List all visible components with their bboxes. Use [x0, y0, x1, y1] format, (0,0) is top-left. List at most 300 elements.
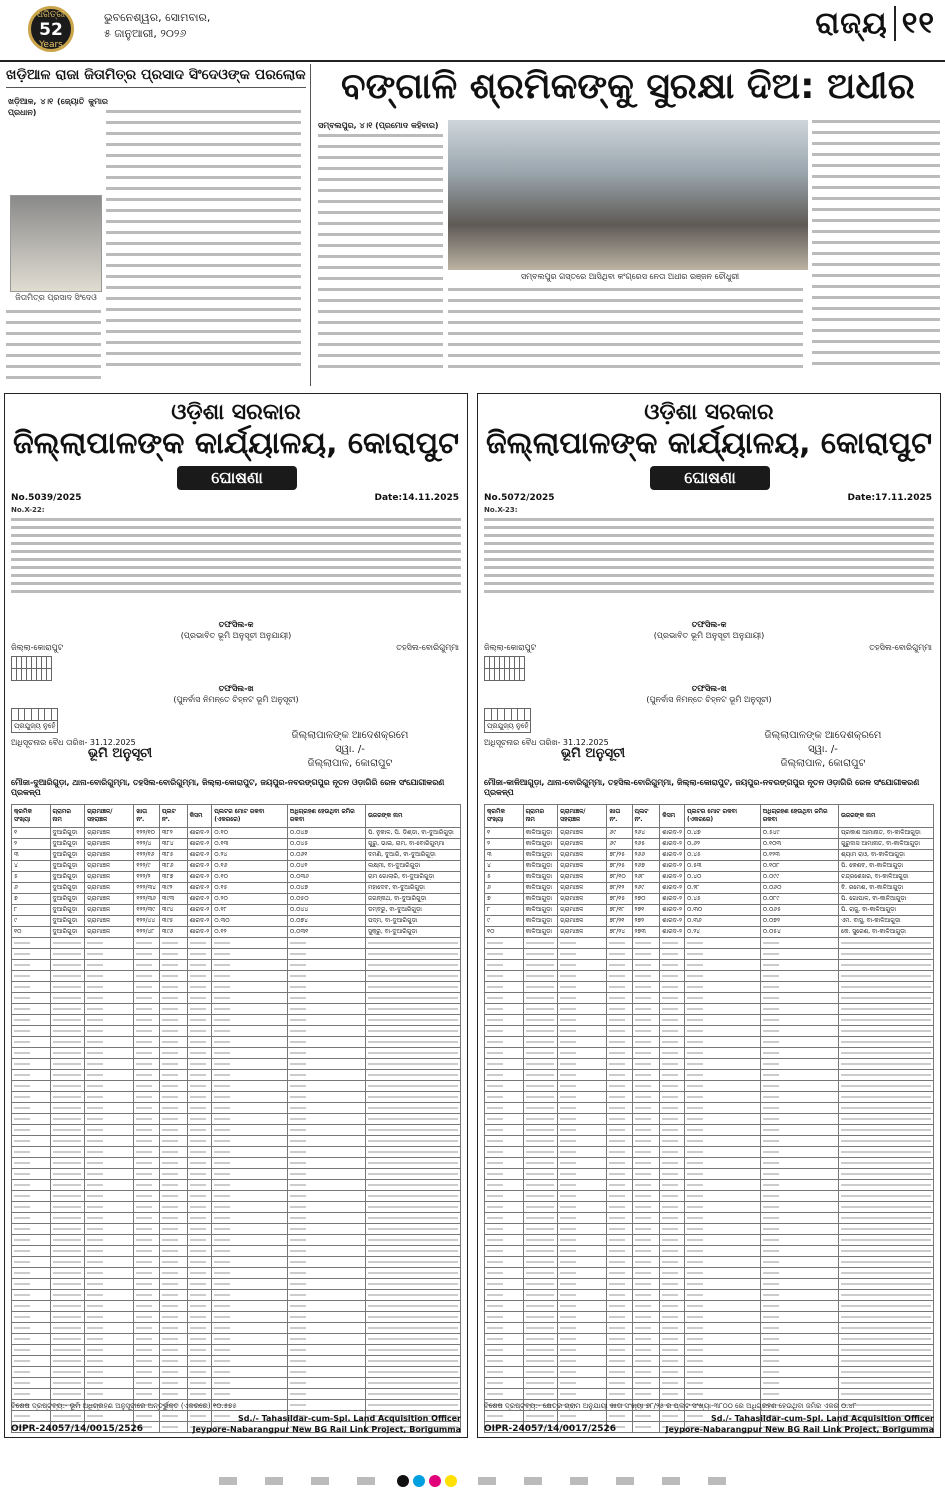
- table-row: [485, 1158, 934, 1169]
- table-cell: ୦.୪୫: [684, 850, 760, 861]
- table-cell: କେ. ସୁରେଶ, ବା-କାଳିଆଗୁଡ଼ା: [838, 927, 933, 938]
- table-cell: ୩: [485, 850, 524, 861]
- land-table-header-cell: ଅଧିଗ୍ରହଣ ହେଉଥିବା ଜମିର ରକବା: [760, 805, 838, 828]
- table-cell: ଶାରଦ-୨: [187, 916, 212, 927]
- table-row: [12, 1213, 461, 1224]
- table-cell: ୨୬୯: [632, 883, 660, 894]
- table-cell: ୧୨୨/୯: [134, 861, 160, 872]
- table-cell: ୧୨୨/୪: [134, 839, 160, 850]
- table-cell: ୨୬୭: [632, 861, 660, 872]
- table-cell: ୫: [12, 872, 51, 883]
- table-cell: ୨୬୪: [632, 828, 660, 839]
- table-cell: ଗ୍ରାମାଞ୍ଚଳ: [558, 883, 607, 894]
- table-cell: ଶାରଦ-୨: [187, 883, 212, 894]
- table-row: [12, 1015, 461, 1026]
- table-row: [12, 916, 461, 927]
- table-cell: ୩୯୪: [159, 905, 187, 916]
- table-row: [485, 1334, 934, 1345]
- table-row: [12, 1191, 461, 1202]
- table-row: [12, 1279, 461, 1290]
- table-cell: ଗ୍ରାମାଞ୍ଚଳ: [558, 828, 607, 839]
- table-row: [12, 861, 461, 872]
- table-cell: ସୁକ୍ରୁ, ବା-ଦୁଆରିଗୁଡ଼ା: [365, 927, 460, 938]
- mouza-line: ମୌଜା-କାଳିଆଗୁଡ଼ା, ଥାନା-ବୋରିଗୁମ୍ମା, ତହସିଲ-ବୋରିଗୁମ୍ମା, ଜିଲ୍ଲା-କୋରାପୁଟ, ଜୟପୁର-ନବରଙ୍ଗପୁର ନୂତନ ଓଡ଼ାଗିରି ରେଳ ସଂଯୋଗୀକରଣ ପ୍ରକଳ୍ପ: [484, 778, 920, 797]
- table-kha-title: ତଫସିଲ-ଖ: [691, 684, 727, 693]
- signature: ସ୍ୱା. /-: [808, 744, 838, 755]
- table-cell: ୪: [12, 861, 51, 872]
- table-cell: ଚନ୍ଦ୍ରଶେଖର, ବା-କାଳିଆଗୁଡ଼ା: [838, 872, 933, 883]
- table-cell: ୦.୫୩: [684, 861, 760, 872]
- table-row: [485, 916, 934, 927]
- table-cell: ୨୬୮: [632, 872, 660, 883]
- table-cell: ଗ୍ରାମାଞ୍ଚଳ: [558, 905, 607, 916]
- table-row: [485, 1015, 934, 1026]
- table-cell: ୦.୪୫: [684, 894, 760, 905]
- land-table-header: [12, 805, 461, 828]
- table-row: [12, 1257, 461, 1268]
- table-cell: ଶାରଦ-୨: [187, 872, 212, 883]
- table-kha-title: ତଫସିଲ-ଖ: [218, 684, 254, 693]
- table-cell: ପ୍ରକାଶ ଆମାନାତ, ବା-କାଳିଆଗୁଡ଼ା: [838, 828, 933, 839]
- table-cell: ଶାରଦ-୨: [187, 850, 212, 861]
- land-table-header-cell: ପ୍ଲଟ ନଂ.: [632, 805, 660, 828]
- table-row: [12, 1180, 461, 1191]
- tahasil-label: ତହସିଲ-ବୋରିଗୁମ୍ମା: [396, 643, 459, 652]
- table-cell: ୩୯୨: [159, 883, 187, 894]
- table-cell: ଦୁଆରିଗୁଡ଼ା: [50, 927, 85, 938]
- table-cell: ଗ୍ରାମାଞ୍ଚଳ: [85, 872, 134, 883]
- table-cell: ୦.୦୩୬: [287, 872, 365, 883]
- table-kha-value: ପ୍ରଯୁଜ୍ୟ ନୁହେଁ: [12, 721, 58, 733]
- table-cell: ଶାରଦ-୨: [660, 894, 685, 905]
- table-row: [12, 938, 461, 949]
- table-cell: ୦.୧୨: [212, 927, 288, 938]
- notice-badge: ଘୋଷଣା: [650, 466, 770, 490]
- table-cell: ଦୁଆରିଗୁଡ଼ା: [50, 872, 85, 883]
- table-row: [485, 1345, 934, 1356]
- table-cell: ଶାରଦ-୨: [187, 905, 212, 916]
- section-title: [815, 6, 935, 41]
- story1-text-lines: [106, 110, 301, 374]
- table-kha: [484, 708, 531, 733]
- bhumi-title: ଭୂମି ଅନୁସୂଚୀ: [560, 746, 626, 761]
- table-cell: ୧୨୨/୩୪: [134, 883, 160, 894]
- table-cell: ୦.୨୦: [212, 894, 288, 905]
- footer-sd: Sd./- Tahasildar-cum-Spl. Land Acquisition Officer: [711, 1414, 934, 1423]
- district-label: ଜିଲ୍ଲା-କୋରାପୁଟ: [11, 643, 64, 652]
- notice-right: [477, 393, 941, 1438]
- table-cell: ୮: [12, 905, 51, 916]
- table-row: [12, 828, 461, 839]
- footer-project: Jeypore-Nabarangpur New BG Rail Link Project, Borigumma: [192, 1425, 461, 1434]
- dateline-city: ଭୁବନେଶ୍ୱର, ସୋମବାର,: [104, 11, 211, 24]
- table-row: [12, 971, 461, 982]
- table-cell: ୧୨୨/୪୮: [134, 927, 160, 938]
- table-row: [485, 1037, 934, 1048]
- table-row: [12, 1125, 461, 1136]
- logo-text: ଧରିତ୍ରୀ: [36, 10, 66, 20]
- table-cell: ଶାରଦ-୨: [660, 861, 685, 872]
- table-cell: ୭୮/୧୫: [607, 894, 632, 905]
- table-cell: ୩୯୫: [159, 916, 187, 927]
- table-cell: ୭୮/୧୨: [607, 883, 632, 894]
- table-cell: ୦.୦୪୪: [287, 905, 365, 916]
- table-cell: ପି. ନୁକାଳ, ପି. ଡିଣ୍ଡା, ବା-ଦୁଆରିଗୁଡ଼ା: [365, 828, 460, 839]
- table-cell: ୦.୩୦: [212, 916, 288, 927]
- table-cell: ଗ୍ରାମାଞ୍ଚଳ: [85, 850, 134, 861]
- table-cell: ୦.୦୫୪: [760, 927, 838, 938]
- table-cell: ୯: [485, 916, 524, 927]
- notice-govt: ଓଡ଼ିଶା ସରକାର: [171, 400, 301, 425]
- notice-badge: ଘୋଷଣା: [177, 466, 297, 490]
- table-cell: ୭୮/୨୫: [607, 850, 632, 861]
- table-cell: ୦.୨୪: [684, 927, 760, 938]
- notice-govt: ଓଡ଼ିଶା ସରକାର: [644, 400, 774, 425]
- table-cell: କାଳିଆଗୁଡ଼ା: [523, 861, 558, 872]
- table-cell: ଦୁଆରିଗୁଡ଼ା: [50, 905, 85, 916]
- table-cell: ପଦ୍ମ, ବା-ଦୁଆରିଗୁଡ଼ା: [365, 916, 460, 927]
- table-cell: ୦.୦୩୧: [287, 927, 365, 938]
- table-cell: ୦.୦୬୫: [760, 905, 838, 916]
- table-kha-subtitle: (ପୁନର୍ବାସ ନିମନ୍ତେ ଚିହ୍ନଟ ଭୂମି ଅନୁସୂଚୀ): [173, 695, 299, 704]
- special-note: ବିଶେଷ ଦ୍ରଷ୍ଟବ୍ୟ:- ଭୂମି ଅଧିଗ୍ରହଣ ଅନୁସୂଚୀରେ ଅନ୍ତର୍ଭୁକ୍ତ (ଏକରରେ) ୧୦.୫୭୫: [11, 1402, 237, 1410]
- table-cell: ୬: [12, 883, 51, 894]
- table-cell: ୦.୧୩: [212, 839, 288, 850]
- table-ka-title: ତଫସିଲ-କ: [218, 620, 254, 629]
- table-row: [12, 1224, 461, 1235]
- table-cell: ୩୮୨: [159, 828, 187, 839]
- story2-dateline: ସମ୍ବଲପୁର, ୪।୧ (ପ୍ରମୋଦ କହିବାର): [318, 121, 439, 130]
- table-row: [12, 1268, 461, 1279]
- bhumi-title: ଭୂମି ଅନୁସୂଚୀ: [87, 746, 153, 761]
- table-row: [12, 1158, 461, 1169]
- section-name: ରାଜ୍ୟ: [815, 6, 888, 41]
- signatory: ଜିଲ୍ଲାପାଳ, କୋରାପୁଟ: [307, 758, 393, 769]
- table-row: [485, 1279, 934, 1290]
- table-cell: ପି. ରାଜୁ, ବା-କାଳିଆଗୁଡ଼ା: [838, 905, 933, 916]
- table-cell: ୦.୦୬୧: [287, 850, 365, 861]
- table-cell: ୧: [485, 828, 524, 839]
- masthead: [0, 0, 945, 62]
- table-row: [485, 1191, 934, 1202]
- land-table-header-cell: ଖାତା ନଂ.: [134, 805, 160, 828]
- table-cell: ପି. ଗୋପାଳ, ବା-କାଳିଆଗୁଡ଼ା: [838, 894, 933, 905]
- footer-sd: Sd./- Tahasildar-cum-Spl. Land Acquisition Officer: [238, 1414, 461, 1423]
- deadline: ଅଧିସୂଚନାର ବୈଧ ତାରିଖ- 31.12.2025: [11, 738, 136, 747]
- table-cell: ୧: [12, 828, 51, 839]
- table-row: [12, 993, 461, 1004]
- oipr-code: OIPR-24057/14/0017/2526: [484, 1424, 617, 1434]
- table-cell: ୦.୧୨୩: [760, 850, 838, 861]
- table-row: [12, 1048, 461, 1059]
- table-row: [485, 1257, 934, 1268]
- logo-sub: Years: [39, 40, 63, 50]
- table-cell: ଗୁରୁ, ଭାଇ, ରାମ, ବା-ବୋରିଗୁମ୍ମା: [365, 839, 460, 850]
- land-table-header-cell: ପ୍ଲଟ ନଂ.: [159, 805, 187, 828]
- story1-body: [6, 110, 306, 385]
- table-row: [485, 1246, 934, 1257]
- story2-text-col3: [812, 120, 940, 373]
- table-kha-value: ପ୍ରଯୁଜ୍ୟ ନୁହେଁ: [485, 721, 531, 733]
- table-cell: ୧୨୨/୧୦: [134, 828, 160, 839]
- deadline: ଅଧିସୂଚନାର ବୈଧ ତାରିଖ- 31.12.2025: [484, 738, 609, 747]
- table-row: [485, 1147, 934, 1158]
- order-line: ଜିଲ୍ଲାପାଳଙ୍କ ଆଦେଶକ୍ରମେ: [764, 730, 882, 741]
- table-cell: ୦.୨୮: [684, 883, 760, 894]
- table-row: [12, 850, 461, 861]
- signatory: ଜିଲ୍ଲାପାଳ, କୋରାପୁଟ: [780, 758, 866, 769]
- table-cell: କାଳିଆଗୁଡ଼ା: [523, 850, 558, 861]
- notice-date: Date:14.11.2025: [374, 493, 459, 503]
- table-row: [485, 1312, 934, 1323]
- mouza-line: ମୌଜା-ଦୁଆରିଗୁଡ଼ା, ଥାନା-ବୋରିଗୁମ୍ମା, ତହସିଲ-ବୋରିଗୁମ୍ମା, ଜିଲ୍ଲା-କୋରାପୁଟ, ଜୟପୁର-ନବରଙ୍ଗପୁର ନୂତନ ଓଡ଼ାଗିରି ରେଳ ସଂଯୋଗୀକରଣ ପ୍ରକଳ୍ପ: [11, 778, 445, 797]
- table-row: [485, 872, 934, 883]
- table-cell: ୨୭୧: [632, 905, 660, 916]
- table-cell: ପି. କେଶବ, ବା-କାଳିଆଗୁଡ଼ା: [838, 861, 933, 872]
- notice-number: No.5039/2025: [11, 493, 82, 503]
- story1-headline: ଖଡ଼ିଆଳ ରାଜା ଜିତାମିତ୍ର ପ୍ରସାଦ ସିଂଦେଓଙ୍କ ପରଲୋକ: [6, 66, 306, 88]
- land-table-header-cell: କିସମ: [187, 805, 212, 828]
- table-cell: ୨୭୨: [632, 916, 660, 927]
- table-cell: ଶାରଦ-୨: [187, 861, 212, 872]
- table-cell: ୦.୦୪୧: [287, 861, 365, 872]
- table-row: [485, 839, 934, 850]
- table-row: [485, 1323, 934, 1334]
- table-cell: ୭୮/୧୮: [607, 905, 632, 916]
- table-row: [485, 850, 934, 861]
- table-cell: ଜଗନ୍ନାଥ, ବା-ଦୁଆରିଗୁଡ଼ା: [365, 894, 460, 905]
- table-cell: ୦.୧୦: [212, 828, 288, 839]
- notice-ref: No.X-23:: [484, 506, 518, 514]
- table-cell: ଶାରଦ-୨: [187, 828, 212, 839]
- table-row: [12, 982, 461, 993]
- table-row: [485, 1169, 934, 1180]
- table-cell: ଦୁଆରିଗୁଡ଼ା: [50, 894, 85, 905]
- newspaper-logo: [28, 6, 74, 52]
- table-cell: ୭୮/୧୦: [607, 872, 632, 883]
- story2-photo: [448, 120, 808, 270]
- table-row: [485, 1268, 934, 1279]
- table-row: [12, 1026, 461, 1037]
- table-row: [485, 828, 934, 839]
- notice-left: [4, 393, 468, 1438]
- table-cell: ଶାରଦ-୨: [660, 839, 685, 850]
- table-row: [12, 1136, 461, 1147]
- table-cell: ୦.୫୪୯: [760, 828, 838, 839]
- table-row: [485, 1092, 934, 1103]
- table-cell: ୩: [12, 850, 51, 861]
- table-cell: ୬୯: [607, 839, 632, 850]
- table-row: [485, 894, 934, 905]
- table-ka-title: ତଫସିଲ-କ: [691, 620, 727, 629]
- table-row: [485, 1367, 934, 1378]
- land-table-header: [485, 805, 934, 828]
- table-row: [12, 949, 461, 960]
- table-cell: ୦.୦୭୨: [760, 916, 838, 927]
- table-cell: ଗ୍ରାମାଞ୍ଚଳ: [85, 927, 134, 938]
- table-cell: ଶ୍ୟାମ ରାଓ, ବା-କାଳିଆଗୁଡ଼ା: [838, 850, 933, 861]
- table-row: [485, 1224, 934, 1235]
- table-cell: ଶାରଦ-୨: [187, 927, 212, 938]
- table-row: [12, 1092, 461, 1103]
- table-cell: କାଳିଆଗୁଡ଼ା: [523, 839, 558, 850]
- table-cell: ଦୁଆରିଗୁଡ଼ା: [50, 828, 85, 839]
- color-registration-bar: [60, 1470, 885, 1492]
- table-row: [12, 1037, 461, 1048]
- table-row: [485, 1048, 934, 1059]
- table-row: [485, 949, 934, 960]
- table-cell: ୦.୪୦: [684, 872, 760, 883]
- table-row: [485, 1026, 934, 1037]
- table-row: [12, 1147, 461, 1158]
- table-cell: ୧୨୨/୩୬: [134, 894, 160, 905]
- table-cell: ୦.୦୯୯: [760, 872, 838, 883]
- table-cell: ଶାରଦ-୨: [660, 872, 685, 883]
- table-cell: ଦୁଆରିଗୁଡ଼ା: [50, 861, 85, 872]
- table-cell: ୭: [485, 894, 524, 905]
- table-row: [12, 1070, 461, 1081]
- table-cell: ଗ୍ରାମାଞ୍ଚଳ: [85, 839, 134, 850]
- table-row: [485, 1378, 934, 1389]
- land-table-header-cell: ପ୍ଲଟର ମୋଟ ରକବା (ଏକରରେ): [212, 805, 288, 828]
- table-cell: ୪: [485, 861, 524, 872]
- table-row: [485, 993, 934, 1004]
- table-row: [12, 1059, 461, 1070]
- land-table-header-cell: ଅଧିଗ୍ରହଣ ହେଉଥିବା ଜମିର ରକବା: [287, 805, 365, 828]
- land-table-header-cell: ପ୍ଲଟର ମୋଟ ରକବା (ଏକରରେ): [684, 805, 760, 828]
- table-cell: ୦.୩୦: [684, 905, 760, 916]
- table-cell: ୬୯: [607, 828, 632, 839]
- table-cell: ୧୦: [485, 927, 524, 938]
- table-row: [12, 872, 461, 883]
- table-row: [485, 1070, 934, 1081]
- table-cell: ୩୮୪: [159, 839, 187, 850]
- table-cell: ୦.୧୬: [212, 861, 288, 872]
- table-cell: ଦୁଆରିଗୁଡ଼ା: [50, 850, 85, 861]
- table-row: [485, 1290, 934, 1301]
- land-table-header-cell: ଗ୍ରାମର ନାମ: [523, 805, 558, 828]
- table-row: [12, 1004, 461, 1015]
- table-cell: କାଳିଆଗୁଡ଼ା: [523, 916, 558, 927]
- oipr-code: OIPR-24057/14/0015/2526: [11, 1424, 144, 1434]
- table-cell: ୨: [12, 839, 51, 850]
- district-label: ଜିଲ୍ଲା-କୋରାପୁଟ: [484, 643, 537, 652]
- table-cell: ଦୁଆରିଗୁଡ଼ା: [50, 883, 85, 894]
- table-row: [12, 1081, 461, 1092]
- table-cell: ଶାରଦ-୨: [187, 894, 212, 905]
- table-row: [12, 1202, 461, 1213]
- table-cell: ଗ୍ରାମାଞ୍ଚଳ: [558, 927, 607, 938]
- table-row: [12, 1103, 461, 1114]
- table-cell: ଗ୍ରାମାଞ୍ଚଳ: [558, 839, 607, 850]
- table-cell: ୭: [12, 894, 51, 905]
- signature: ସ୍ୱା. /-: [335, 744, 365, 755]
- table-cell: ୦.୧୦: [212, 872, 288, 883]
- table-cell: ୩୮୫: [159, 850, 187, 861]
- table-row: [485, 1356, 934, 1367]
- table-cell: କାଳିଆଗୁଡ଼ା: [523, 883, 558, 894]
- story1-dateline: ଖଡ଼ିଆଳ, ୪।୧ (ଜ୍ୟୋତି କୁମାର ପ୍ରଧାନ): [8, 97, 108, 117]
- table-row: [12, 905, 461, 916]
- table-cell: ଶାରଦ-୨: [660, 916, 685, 927]
- table-cell: ଶାରଦ-୨: [660, 905, 685, 916]
- notice-office: ଜିଲ୍ଲାପାଳଙ୍କ କାର୍ଯ୍ୟାଳୟ, କୋରାପୁଟ: [485, 426, 933, 461]
- table-cell: ୧୨୨/୧୬: [134, 850, 160, 861]
- table-cell: ଗ୍ରାମାଞ୍ଚଳ: [85, 883, 134, 894]
- table-cell: ଗ୍ରାମାଞ୍ଚଳ: [558, 850, 607, 861]
- land-table: [11, 804, 461, 1433]
- story2-text-col1: [318, 134, 443, 376]
- table-cell: ଶାରଦ-୨: [660, 828, 685, 839]
- table-cell: ଗ୍ରାମାଞ୍ଚଳ: [85, 828, 134, 839]
- table-cell: ଶାରଦ-୨: [660, 883, 685, 894]
- table-row: [485, 1125, 934, 1136]
- table-cell: ଗୁରୁଦାସ ଆମାନାତ, ବା-କାଳିଆଗୁଡ଼ା: [838, 839, 933, 850]
- table-row: [12, 1235, 461, 1246]
- table-cell: ୦.୦୫୦: [287, 894, 365, 905]
- table-row: [12, 1169, 461, 1180]
- story2-text-col2: [448, 288, 803, 376]
- notice-date: Date:17.11.2025: [847, 493, 932, 503]
- table-cell: ଦୁଆରିଗୁଡ଼ା: [50, 916, 85, 927]
- table-cell: ଗ୍ରାମାଞ୍ଚଳ: [85, 894, 134, 905]
- table-ka: [11, 656, 52, 681]
- table-cell: ୦.୪୭: [684, 828, 760, 839]
- order-line: ଜିଲ୍ଲାପାଳଙ୍କ ଆଦେଶକ୍ରମେ: [291, 730, 409, 741]
- table-cell: ୨: [485, 839, 524, 850]
- story1-text-lines-left: [6, 310, 101, 387]
- land-table-header-cell: ଗ୍ରାମାଞ୍ଚଳ/ ସହରାଞ୍ଚଳ: [85, 805, 134, 828]
- land-table-header-cell: ଗ୍ରାମାଞ୍ଚଳ/ ସହରାଞ୍ଚଳ: [558, 805, 607, 828]
- table-row: [485, 927, 934, 938]
- table-row: [485, 1136, 934, 1147]
- table-row: [12, 1290, 461, 1301]
- table-cell: ୧୨୨/୨: [134, 872, 160, 883]
- table-cell: ଶାରଦ-୨: [660, 850, 685, 861]
- table-cell: ୮: [485, 905, 524, 916]
- table-row: [485, 1059, 934, 1070]
- table-ka-subtitle: (ପ୍ରଭାବିତ ଭୂମି ଅନୁସୂଚୀ ଅନୁଯାୟୀ): [653, 631, 765, 640]
- table-row: [485, 1081, 934, 1092]
- table-cell: ୦.୦୭୪: [287, 916, 365, 927]
- table-row: [485, 905, 934, 916]
- table-cell: ମହାଦେବ, ବା-ଦୁଆରିଗୁଡ଼ା: [365, 883, 460, 894]
- table-cell: କାଳିଆଗୁଡ଼ା: [523, 905, 558, 916]
- dateline: [104, 10, 210, 42]
- table-cell: କାଳିଆଗୁଡ଼ା: [523, 927, 558, 938]
- table-ka-subtitle: (ପ୍ରଭାବିତ ଭୂମି ଅନୁସୂଚୀ ଅନୁଯାୟୀ): [180, 631, 292, 640]
- page-number: ୧୧: [901, 6, 935, 41]
- table-row: [485, 861, 934, 872]
- table-row: [485, 1235, 934, 1246]
- table-row: [12, 1389, 461, 1400]
- land-table-header-cell: ଖାତା ନଂ.: [607, 805, 632, 828]
- table-row: [485, 1004, 934, 1015]
- table-cell: ୯: [12, 916, 51, 927]
- land-table-header-cell: କିସମ: [660, 805, 685, 828]
- table-cell: ୦.୦୪୫: [287, 839, 365, 850]
- table-cell: କାଳିଆଗୁଡ଼ା: [523, 894, 558, 905]
- table-row: [12, 960, 461, 971]
- table-cell: ୧୨୨/୩୯: [134, 905, 160, 916]
- land-table-header-cell: ଉଜରଙ୍କ ନାମ: [365, 805, 460, 828]
- table-cell: ୭୮/୨୪: [607, 927, 632, 938]
- table-row: [12, 1356, 461, 1367]
- table-ka: [484, 656, 525, 681]
- table-cell: ୨୬୬: [632, 850, 660, 861]
- table-cell: ୨୬୫: [632, 839, 660, 850]
- table-cell: ୨୭୩: [632, 927, 660, 938]
